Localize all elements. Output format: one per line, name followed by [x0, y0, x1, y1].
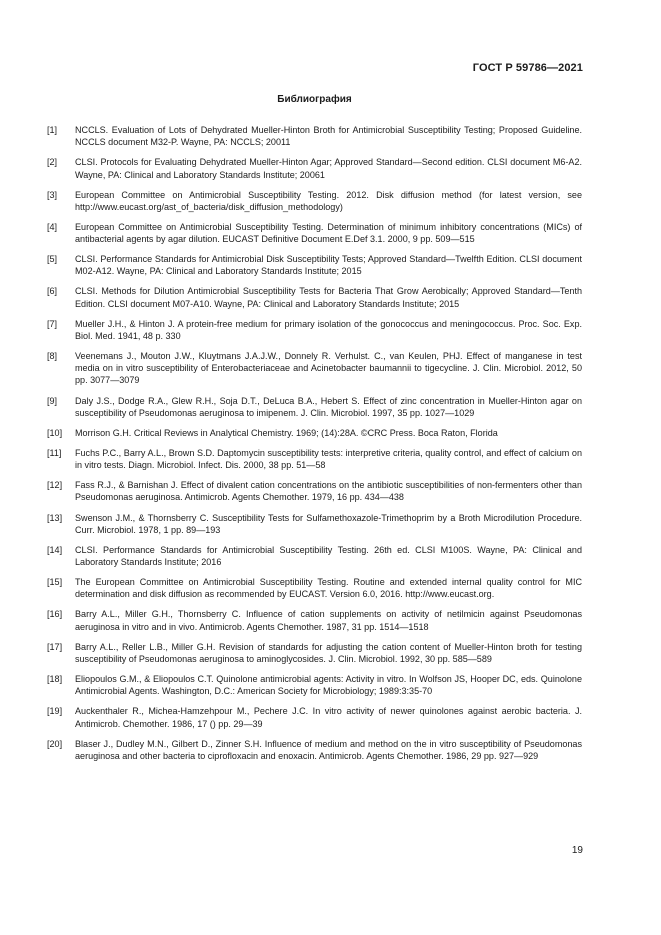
- reference-number: [3]: [47, 189, 58, 200]
- reference-text: Auckenthaler R., Michea-Hamzehpour M., Pechere J.C. In vitro activity of newer quinolones against aerobic bacteria. J. Antimicrob. Chemother. 1986, 17 () pp. 29—39: [75, 706, 582, 729]
- reference-item: [47, 253, 582, 277]
- reference-item: [47, 447, 582, 471]
- reference-number: [12]: [47, 480, 63, 491]
- reference-item: [47, 738, 582, 762]
- reference-number: [20]: [47, 738, 63, 749]
- reference-text: CLSI. Performance Standards for Antimicrobial Susceptibility Testing. 26th ed. CLSI M100S. Wayne, PA: Clinical and Laboratory Standards Institute; 2016: [75, 544, 582, 568]
- reference-text: CLSI. Methods for Dilution Antimicrobial Susceptibility Tests for Bacteria That Grow Aerobically; Approved Standard—Tenth Edition. CLSI document M07-A10. Wayne, PA: Clinical and Laboratory Standards Institute; 2015: [75, 286, 582, 309]
- reference-text: The European Committee on Antimicrobial Susceptibility Testing. Routine and extended internal quality control for MIC determination and disk diffusion as recommended by EUCAST. Version 6.0, 2016. http://www.eucast.org.: [75, 577, 582, 600]
- standard-code: ГОСТ Р 59786—2021: [472, 62, 583, 74]
- reference-text: Fuchs P.C., Barry A.L., Brown S.D. Daptomycin susceptibility tests: interpretive criteria, quality control, and effect of calcium on in vitro tests. Diagn. Microbiol. Infect. Dis. 2000, 38 pp. 51—58: [75, 447, 582, 471]
- reference-text: Blaser J., Dudley M.N., Gilbert D., Zinner S.H. Influence of medium and method on the in vitro susceptibility of Pseudomonas aeruginosa and other bacteria to ciprofloxacin and enoxacin. Antimicrob. Agents Chemother. 1986, 29 pp. 927—929: [75, 738, 582, 761]
- reference-number: [7]: [47, 318, 58, 329]
- reference-text: Morrison G.H. Critical Reviews in Analytical Chemistry. 1969; (14):28A. ©CRC Press. Boca Raton, Florida: [75, 427, 498, 438]
- reference-number: [5]: [47, 254, 58, 265]
- reference-item: [47, 641, 582, 665]
- reference-item: [47, 285, 582, 309]
- page-number: 19: [571, 845, 583, 856]
- reference-item: [47, 395, 582, 419]
- bibliography-list: [47, 124, 582, 770]
- reference-number: [6]: [47, 286, 58, 297]
- reference-text: Swenson J.M., & Thornsberry C. Susceptibility Tests for Sulfamethoxazole-Trimethoprim by a Broth Microdilution Procedure. Curr. Microbiol. 1978, 1 pp. 89—193: [75, 512, 582, 535]
- reference-number: [9]: [47, 395, 58, 406]
- reference-number: [19]: [47, 706, 63, 717]
- reference-number: [13]: [47, 512, 63, 523]
- reference-item: [47, 544, 582, 568]
- reference-text: Fass R.J., & Barnishan J. Effect of divalent cation concentrations on the antibiotic susceptibilities of non-fermenters other than Pseudomonas aeruginosa. Antimicrob. Agents Chemother. 1979, 16 pp. 434—438: [75, 480, 582, 503]
- reference-number: [2]: [47, 157, 58, 168]
- reference-number: [10]: [47, 427, 63, 438]
- reference-text: CLSI. Protocols for Evaluating Dehydrated Mueller-Hinton Agar; Approved Standard—Second edition. CLSI document M6-A2. Wayne, PA: Clinical and Laboratory Standards Institute; 20061: [75, 157, 582, 180]
- reference-text: Veenemans J., Mouton J.W., Kluytmans J.A.J.W., Donnely R. Verhulst. C., van Keulen, PHJ. Effect of manganese in test media on in vitro susceptibility of Enterobacteriaceae and Acinetobacter baumannii to tigecycline. J. Clin. Microbiol. 2012, 50 pp. 3077—3079: [75, 351, 582, 386]
- reference-item: [47, 221, 582, 245]
- reference-number: [15]: [47, 577, 63, 588]
- reference-item: [47, 189, 582, 213]
- reference-item: [47, 124, 582, 148]
- reference-number: [4]: [47, 221, 58, 232]
- reference-item: [47, 576, 582, 600]
- reference-item: [47, 156, 582, 180]
- section-title: Библиография: [277, 94, 352, 105]
- reference-number: [1]: [47, 125, 58, 135]
- reference-item: [47, 318, 582, 342]
- reference-text: European Committee on Antimicrobial Susceptibility Testing. 2012. Disk diffusion method (for latest version, see http://www.eucast.org/ast_of_bacteria/disk_diffusion_methodology): [75, 189, 582, 212]
- reference-item: [47, 705, 582, 729]
- reference-text: NCCLS. Evaluation of Lots of Dehydrated Mueller-Hinton Broth for Antimicrobial Susceptibility Testing; Proposed Guideline. NCCLS document M32-P. Wayne, PA: NCCLS; 20011: [75, 125, 582, 148]
- reference-number: [8]: [47, 351, 58, 362]
- reference-number: [18]: [47, 674, 63, 685]
- reference-item: [47, 673, 582, 697]
- reference-text: Mueller J.H., & Hinton J. A protein-free medium for primary isolation of the gonococcus and meningococcus. Proc. Soc. Exp. Biol. Med. 1941, 48 p. 330: [75, 318, 582, 341]
- reference-text: Barry A.L., Reller L.B., Miller G.H. Revision of standards for adjusting the cation content of Mueller-Hinton broth for testing susceptibility of Pseudomonas aeruginosa to aminoglycosides. J. Clin. Microbiol. 1992, 30 pp. 585—589: [75, 641, 582, 664]
- reference-item: [47, 427, 582, 439]
- reference-number: [17]: [47, 641, 63, 652]
- reference-item: [47, 512, 582, 536]
- reference-number: [11]: [47, 447, 62, 458]
- reference-item: [47, 350, 582, 387]
- reference-text: Barry A.L., Miller G.H., Thornsberry C. Influence of cation supplements on activity of netilmicin against Pseudomonas aeruginosa in vitro and in vivo. Antimicrob. Agents Chemother. 1987, 31 pp. 1514—1518: [75, 609, 582, 632]
- reference-item: [47, 608, 582, 632]
- reference-text: Eliopoulos G.M., & Eliopoulos C.T. Quinolone antimicrobial agents: Activity in vitro. In Wolfson JS, Hooper DC, eds. Quinolone Antimicrobial Agents. Washington, D.C.: American Society for Microbiology; 1989:3:35-70: [75, 674, 582, 697]
- reference-number: [14]: [47, 544, 63, 555]
- reference-text: Daly J.S., Dodge R.A., Glew R.H., Soja D.T., DeLuca B.A., Hebert S. Effect of zinc concentration in Mueller-Hinton agar on susceptibility of Pseudomonas aeruginosa to imipenem. J. Clin. Microbiol. 1997, 35 pp. 1027—1029: [75, 395, 582, 418]
- reference-text: European Committee on Antimicrobial Susceptibility Testing. Determination of minimum inhibitory concentrations (MICs) of antibacterial agents by agar dilution. EUCAST Definitive Document E.Def 3.1. 2000, 9 pp. 509—515: [75, 221, 582, 245]
- reference-number: [16]: [47, 609, 63, 620]
- reference-item: [47, 479, 582, 503]
- reference-text: CLSI. Performance Standards for Antimicrobial Disk Susceptibility Tests; Approved Standard—Twelfth Edition. CLSI document M02-A12. Wayne, PA: Clinical and Laboratory Standards Institute; 2015: [75, 254, 582, 277]
